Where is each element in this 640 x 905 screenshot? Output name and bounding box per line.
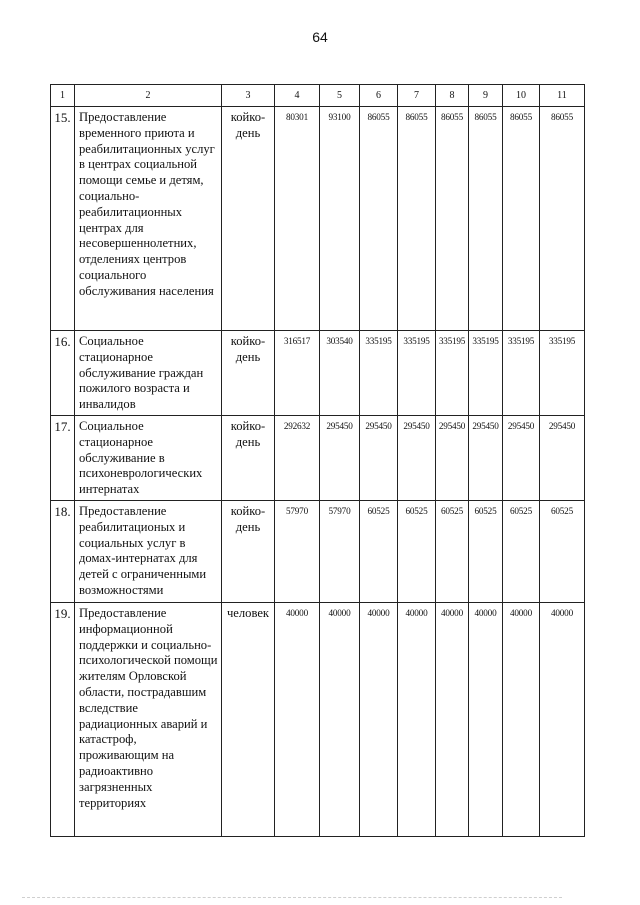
- value-cell: 295450: [320, 415, 360, 500]
- value-cell: 57970: [320, 500, 360, 602]
- column-header: 3: [222, 85, 275, 107]
- service-name: Предоставление временного приюта и реабилитационных услуг в центрах социальной помощи семье и детям, социально-реабилитационных центрах для несовершеннолетних, отделениях центров социального обслуживания населения: [75, 107, 222, 331]
- value-cell: 86055: [503, 107, 540, 331]
- value-cell: 40000: [320, 602, 360, 836]
- column-header: 11: [540, 85, 585, 107]
- value-cell: 335195: [398, 331, 436, 416]
- value-cell: 295450: [469, 415, 503, 500]
- row-number: 16.: [51, 331, 75, 416]
- value-cell: 40000: [398, 602, 436, 836]
- row-number: 18.: [51, 500, 75, 602]
- unit-of-measure: человек: [222, 602, 275, 836]
- column-header: 8: [436, 85, 469, 107]
- scan-edge-line: [22, 897, 562, 898]
- table-row: [51, 602, 585, 836]
- value-cell: 86055: [398, 107, 436, 331]
- value-cell: 93100: [320, 107, 360, 331]
- row-number: 19.: [51, 602, 75, 836]
- value-cell: 40000: [469, 602, 503, 836]
- value-cell: 60525: [540, 500, 585, 602]
- table-row: [51, 331, 585, 416]
- value-cell: 60525: [398, 500, 436, 602]
- table-row: [51, 107, 585, 331]
- value-cell: 316517: [275, 331, 320, 416]
- value-cell: 295450: [398, 415, 436, 500]
- value-cell: 292632: [275, 415, 320, 500]
- value-cell: 57970: [275, 500, 320, 602]
- value-cell: 295450: [503, 415, 540, 500]
- value-cell: 335195: [540, 331, 585, 416]
- unit-of-measure: койко-день: [222, 500, 275, 602]
- value-cell: 60525: [360, 500, 398, 602]
- value-cell: 40000: [503, 602, 540, 836]
- service-name: Предоставление реабилитационых и социальных услуг в домах-интернатах для детей с ограниченными возможностями: [75, 500, 222, 602]
- row-number: 15.: [51, 107, 75, 331]
- column-header: 6: [360, 85, 398, 107]
- service-name: Социальное стационарное обслуживание в психоневрологических интернатах: [75, 415, 222, 500]
- column-header: 4: [275, 85, 320, 107]
- value-cell: 40000: [436, 602, 469, 836]
- value-cell: 335195: [360, 331, 398, 416]
- table-row: [51, 500, 585, 602]
- table-header-row: [51, 85, 585, 107]
- column-header: 2: [75, 85, 222, 107]
- column-header: 7: [398, 85, 436, 107]
- value-cell: 60525: [503, 500, 540, 602]
- value-cell: 295450: [436, 415, 469, 500]
- value-cell: 335195: [469, 331, 503, 416]
- unit-of-measure: койко-день: [222, 107, 275, 331]
- value-cell: 86055: [469, 107, 503, 331]
- unit-of-measure: койко-день: [222, 415, 275, 500]
- data-table: [50, 84, 585, 837]
- value-cell: 60525: [469, 500, 503, 602]
- column-header: 1: [51, 85, 75, 107]
- value-cell: 86055: [436, 107, 469, 331]
- table-row: [51, 415, 585, 500]
- value-cell: 40000: [540, 602, 585, 836]
- value-cell: 303540: [320, 331, 360, 416]
- unit-of-measure: койко-день: [222, 331, 275, 416]
- value-cell: 80301: [275, 107, 320, 331]
- column-header: 5: [320, 85, 360, 107]
- service-name: Предоставление информационной поддержки и социально-психологической помощи жителям Орловской области, пострадавшим вследствие радиационных аварий и катастроф, проживающим на радиоактивно загрязненных территориях: [75, 602, 222, 836]
- value-cell: 60525: [436, 500, 469, 602]
- value-cell: 295450: [540, 415, 585, 500]
- column-header: 10: [503, 85, 540, 107]
- value-cell: 86055: [360, 107, 398, 331]
- value-cell: 86055: [540, 107, 585, 331]
- value-cell: 40000: [360, 602, 398, 836]
- column-header: 9: [469, 85, 503, 107]
- value-cell: 335195: [503, 331, 540, 416]
- value-cell: 335195: [436, 331, 469, 416]
- value-cell: 40000: [275, 602, 320, 836]
- value-cell: 295450: [360, 415, 398, 500]
- service-name: Социальное стационарное обслуживание граждан пожилого возраста и инвалидов: [75, 331, 222, 416]
- page-number: 64: [312, 29, 328, 45]
- row-number: 17.: [51, 415, 75, 500]
